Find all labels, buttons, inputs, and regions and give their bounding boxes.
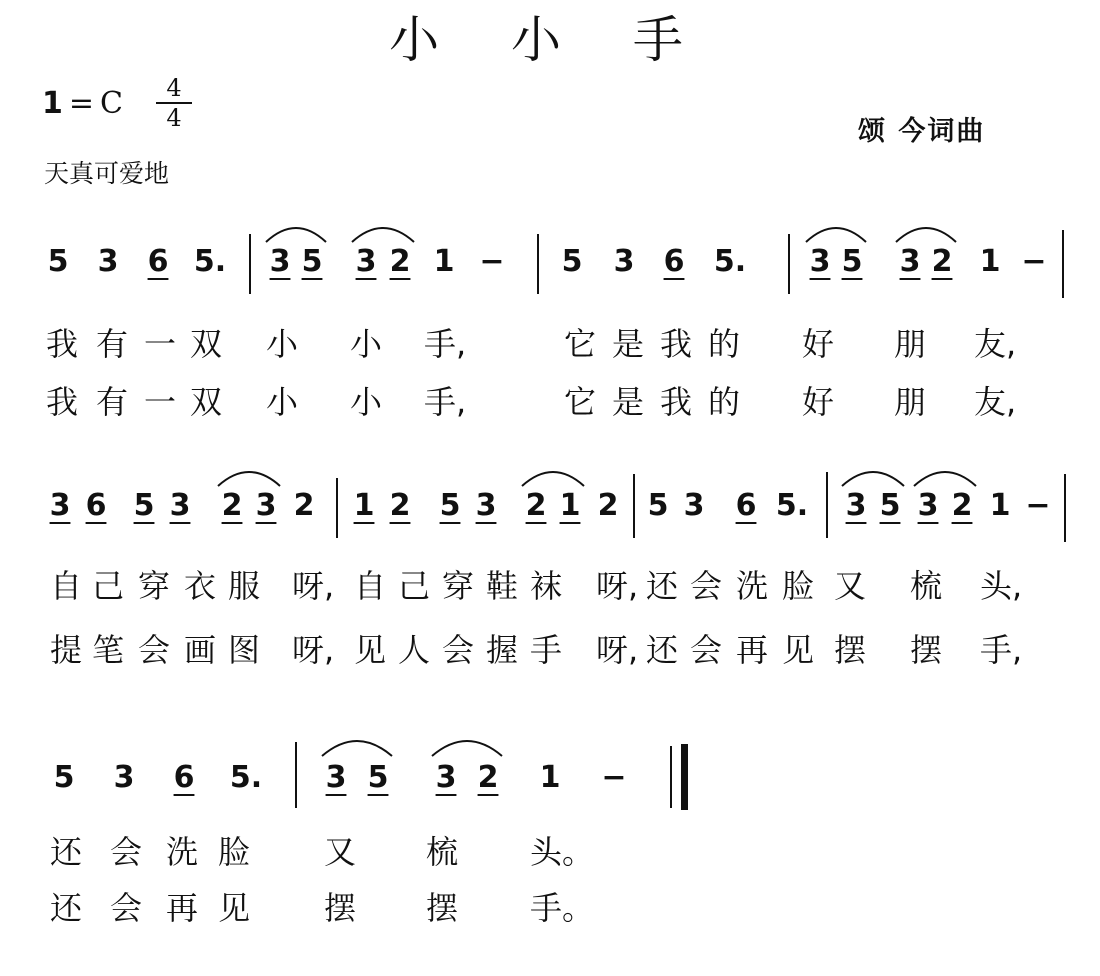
lyric: 好 <box>801 325 834 363</box>
meter-bottom: 4 <box>166 104 182 132</box>
lyric: 己 <box>397 567 430 605</box>
note: 3 <box>613 244 635 279</box>
note: 2 <box>389 488 411 523</box>
note: 2 <box>931 244 953 279</box>
lyric: 手 <box>529 631 562 669</box>
note: 5 <box>47 244 69 279</box>
lyric: 笔 <box>91 631 124 669</box>
note: 3 <box>255 488 277 523</box>
lyric: 还 <box>49 833 82 871</box>
note: 3 <box>49 488 71 523</box>
barline <box>537 234 539 294</box>
lyric: 我 <box>659 325 692 363</box>
note: 3 <box>899 244 921 279</box>
lyric: 画 <box>183 631 216 669</box>
lyric: 人 <box>397 631 430 669</box>
song-title: 小 小 手 <box>389 11 711 69</box>
note: 2 <box>525 488 547 523</box>
lyric: 是 <box>611 325 644 363</box>
lyric: 摆 <box>909 631 942 669</box>
note: 3 <box>355 244 377 279</box>
lyric: 是 <box>611 383 644 421</box>
lyric: 会 <box>109 889 142 927</box>
lyric: 梳 <box>909 567 942 605</box>
slur <box>842 472 904 486</box>
note: 3 <box>325 760 347 795</box>
lyric: 还 <box>645 567 678 605</box>
note: 3 <box>169 488 191 523</box>
lyric: 的 <box>707 383 740 421</box>
lyric: 小 <box>349 383 382 421</box>
note: 1 <box>989 488 1011 523</box>
lyric: 朋 <box>893 383 926 421</box>
slur <box>806 228 866 242</box>
barline <box>1062 230 1064 298</box>
note: 2 <box>221 488 243 523</box>
slur <box>432 741 502 756</box>
slur <box>896 228 956 242</box>
lyric: 还 <box>645 631 678 669</box>
note: 1 <box>433 244 455 279</box>
lyric: 小 <box>349 325 382 363</box>
lyric: 摆 <box>425 889 458 927</box>
key-equals: = <box>68 86 95 121</box>
note: 2 <box>597 488 619 523</box>
lyric: 会 <box>137 631 170 669</box>
lyric: 见 <box>353 631 386 669</box>
lyric: 再 <box>165 889 198 927</box>
lyric: 一 <box>143 325 176 363</box>
lyric: 小 <box>265 325 298 363</box>
lyric: 它 <box>563 383 596 421</box>
note: 5. <box>193 244 227 279</box>
lyric: 双 <box>189 383 222 421</box>
note: 5 <box>561 244 583 279</box>
final-barline-thick <box>681 744 688 810</box>
lyric: 自 <box>49 567 82 605</box>
lyric: 它 <box>563 325 596 363</box>
slur <box>218 472 280 486</box>
note: 2 <box>293 488 315 523</box>
barline <box>249 234 251 294</box>
note: 5. <box>713 244 747 279</box>
slur <box>266 228 326 242</box>
note: 5 <box>879 488 901 523</box>
lyric: 我 <box>45 383 78 421</box>
lyric: 见 <box>781 631 814 669</box>
note: 1 <box>979 244 1001 279</box>
key-letter: C <box>100 86 123 121</box>
lyric: 脸 <box>217 833 250 871</box>
lyric: 穿 <box>441 567 474 605</box>
note: 1 <box>353 488 375 523</box>
note: − <box>1025 488 1051 523</box>
lyric: 衣 <box>183 567 216 605</box>
note: 5 <box>53 760 75 795</box>
key-number: 1 <box>42 86 63 121</box>
barline <box>788 234 790 294</box>
note: 3 <box>845 488 867 523</box>
lyric: 朋 <box>893 325 926 363</box>
lyric: 我 <box>45 325 78 363</box>
lyric: 又 <box>833 567 866 605</box>
slur <box>914 472 976 486</box>
lyric: 有 <box>95 325 128 363</box>
lyric: 握 <box>485 631 518 669</box>
lyric: 一 <box>143 383 176 421</box>
lyric: 洗 <box>735 567 768 605</box>
note: 2 <box>951 488 973 523</box>
note: 5 <box>647 488 669 523</box>
lyric: 呀, <box>596 567 639 605</box>
note: 6 <box>147 244 169 279</box>
lyric: 袜 <box>529 567 562 605</box>
note: 5 <box>439 488 461 523</box>
note: 6 <box>735 488 757 523</box>
lyric: 摆 <box>833 631 866 669</box>
lyric: 手。 <box>530 889 595 927</box>
barline <box>826 472 828 538</box>
note: 5 <box>367 760 389 795</box>
note: 2 <box>477 760 499 795</box>
barline <box>336 478 338 538</box>
note: 3 <box>475 488 497 523</box>
final-barline-thin <box>670 746 672 808</box>
note: 3 <box>917 488 939 523</box>
lyric: 呀, <box>596 631 639 669</box>
note: 3 <box>683 488 705 523</box>
lyric: 手, <box>980 631 1023 669</box>
lyric: 又 <box>323 833 356 871</box>
barline <box>1064 474 1066 542</box>
lyric: 梳 <box>425 833 458 871</box>
lyric: 的 <box>707 325 740 363</box>
note: 3 <box>809 244 831 279</box>
note: − <box>601 760 627 795</box>
note: 3 <box>97 244 119 279</box>
key-signature <box>42 84 123 124</box>
lyric: 小 <box>265 383 298 421</box>
lyric: 好 <box>801 383 834 421</box>
note: 5. <box>229 760 263 795</box>
lyric: 服 <box>227 567 260 605</box>
note: 2 <box>389 244 411 279</box>
lyric: 友, <box>974 383 1017 421</box>
lyric: 双 <box>189 325 222 363</box>
lyric: 呀, <box>292 631 335 669</box>
lyric: 见 <box>217 889 250 927</box>
note: 6 <box>173 760 195 795</box>
time-signature <box>156 76 192 131</box>
lyric: 穿 <box>137 567 170 605</box>
note: − <box>479 244 505 279</box>
lyric: 洗 <box>165 833 198 871</box>
note: 3 <box>269 244 291 279</box>
note: 1 <box>559 488 581 523</box>
note: 1 <box>539 760 561 795</box>
note: 3 <box>113 760 135 795</box>
note: 6 <box>85 488 107 523</box>
lyric: 己 <box>91 567 124 605</box>
lyric: 手, <box>424 325 467 363</box>
lyric: 脸 <box>781 567 814 605</box>
slur <box>322 741 392 756</box>
barline <box>295 742 297 808</box>
lyric: 自 <box>353 567 386 605</box>
note: 6 <box>663 244 685 279</box>
slur <box>522 472 584 486</box>
lyric: 友, <box>974 325 1017 363</box>
lyric: 头。 <box>530 833 595 871</box>
barline <box>633 474 635 538</box>
note: 5. <box>775 488 809 523</box>
note: 5 <box>841 244 863 279</box>
lyric: 摆 <box>323 889 356 927</box>
lyric: 鞋 <box>485 567 518 605</box>
note: − <box>1021 244 1047 279</box>
lyric: 图 <box>227 631 260 669</box>
lyric: 呀, <box>292 567 335 605</box>
lyric: 提 <box>49 631 82 669</box>
lyric: 会 <box>689 567 722 605</box>
credit-line: 颂 今词曲 <box>858 116 986 147</box>
meter-top: 4 <box>156 76 192 104</box>
note: 5 <box>133 488 155 523</box>
note: 5 <box>301 244 323 279</box>
lyric: 还 <box>49 889 82 927</box>
note: 3 <box>435 760 457 795</box>
lyric: 我 <box>659 383 692 421</box>
slur <box>352 228 414 242</box>
lyric: 会 <box>441 631 474 669</box>
lyric: 头, <box>980 567 1023 605</box>
tempo-marking: 天真可爱地 <box>44 159 170 188</box>
lyric: 有 <box>95 383 128 421</box>
lyric: 手, <box>424 383 467 421</box>
lyric: 会 <box>109 833 142 871</box>
lyric: 再 <box>735 631 768 669</box>
lyric: 会 <box>689 631 722 669</box>
